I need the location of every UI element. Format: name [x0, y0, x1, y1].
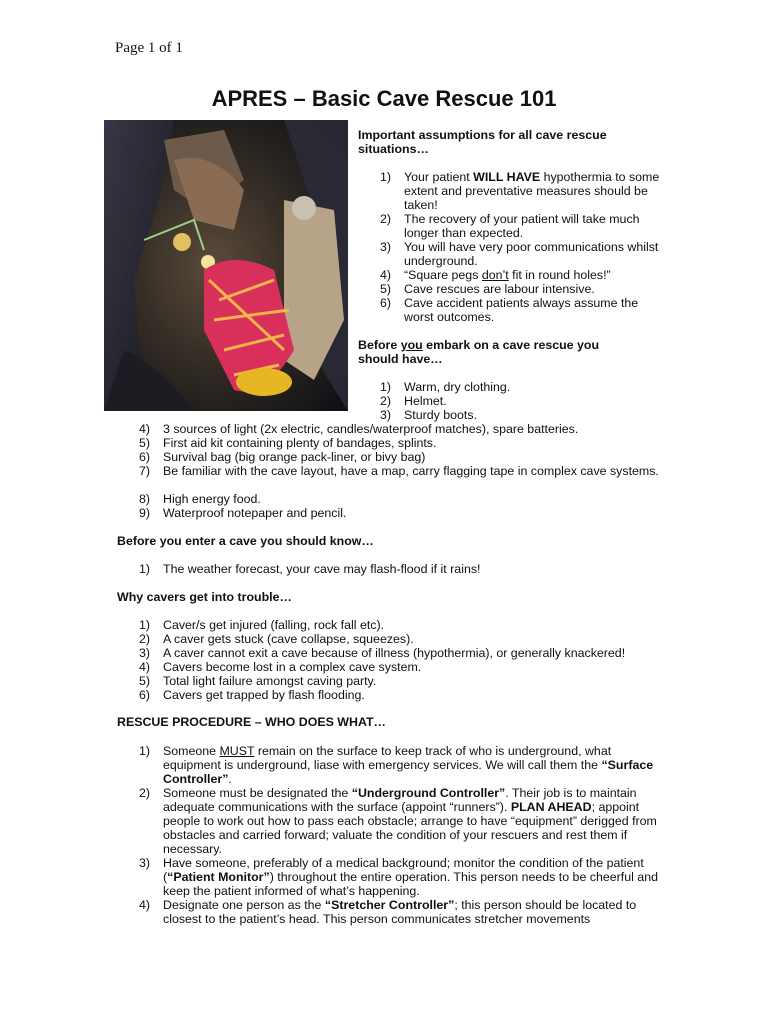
list-item-text: High energy food.	[163, 492, 261, 506]
list-item-text: Survival bag (big orange pack-liner, or bivy bag)	[163, 450, 426, 464]
procedure-heading: RESCUE PROCEDURE – WHO DOES WHAT…	[117, 715, 386, 729]
list-item-number: 4)	[139, 898, 151, 912]
list-item-number: 9)	[139, 506, 151, 520]
list-item-number: 1)	[139, 744, 151, 758]
list-item-text: Caver/s get injured (falling, rock fall etc).	[163, 618, 385, 632]
list-item-text: Have someone, preferably of a medical background; monitor the condition of the patient (“Patient Monitor”) throughout the entire operation. This person needs to be cheerful and keep the patient informed of what’s happening.	[163, 856, 658, 898]
list-item-text: Someone must be designated the “Underground Controller”. Their job is to maintain adequate communications with the surface (appoint “runners”). PLAN AHEAD; appoint people to work out how to pass each obstacle; arrange to have “equipment” derigged from obstacles and carried forward; valuate the condition of your rescuers and rest them if necessary.	[163, 786, 657, 856]
list-item-text: Sturdy boots.	[404, 408, 478, 422]
list-item-number: 5)	[139, 436, 151, 450]
list-item-number: 5)	[139, 674, 151, 688]
list-item-number: 6)	[139, 688, 151, 702]
list-item-number: 2)	[139, 632, 151, 646]
document-title: APRES – Basic Cave Rescue 101	[211, 86, 557, 111]
list-item-text: Cavers get trapped by flash flooding.	[163, 688, 365, 702]
cave-rescue-photo	[104, 120, 348, 411]
list-item-number: 4)	[139, 422, 151, 436]
list-item-text: Helmet.	[404, 394, 447, 408]
list-item-text: A caver cannot exit a cave because of illness (hypothermia), or generally knackered!	[163, 646, 626, 660]
list-item-text: Cavers become lost in a complex cave system.	[163, 660, 422, 674]
list-item-text: First aid kit containing plenty of bandages, splints.	[163, 436, 437, 450]
list-item-text: 3 sources of light (2x electric, candles/waterproof matches), spare batteries.	[163, 422, 579, 436]
list-item-number: 1)	[380, 380, 392, 394]
list-item-number: 1)	[139, 562, 151, 576]
list-item-text: Total light failure amongst caving party.	[163, 674, 377, 688]
list-item-text: A caver gets stuck (cave collapse, squeezes).	[163, 632, 414, 646]
before-embark-heading: Before you embark on a cave rescue you should have…	[358, 338, 600, 366]
list-item-number: 6)	[380, 296, 392, 310]
before-enter-heading: Before you enter a cave you should know…	[117, 534, 374, 548]
list-item-number: 6)	[139, 450, 151, 464]
list-item-number: 1)	[139, 618, 151, 632]
list-item-text: The weather forecast, your cave may flash-flood if it rains!	[163, 562, 481, 576]
list-item-text: Cave rescues are labour intensive.	[404, 282, 595, 296]
list-item-number: 8)	[139, 492, 151, 506]
list-item-text: You will have very poor communications whilst underground.	[404, 240, 659, 268]
list-item-number: 4)	[380, 268, 392, 282]
list-item-text: Your patient WILL HAVE hypothermia to some extent and preventative measures should be taken!	[404, 170, 660, 212]
list-item-number: 7)	[139, 464, 151, 478]
list-item-number: 2)	[380, 212, 392, 226]
list-item-number: 1)	[380, 170, 392, 184]
list-item-number: 3)	[139, 856, 151, 870]
list-item-number: 4)	[139, 660, 151, 674]
list-item-text: “Square pegs don’t fit in round holes!”	[404, 268, 611, 282]
list-item-text: Be familiar with the cave layout, have a map, carry flagging tape in complex cave systems.	[163, 464, 659, 478]
why-trouble-heading: Why cavers get into trouble…	[117, 590, 292, 604]
page-number-label: Page 1 of 1	[115, 40, 183, 56]
list-item-text: Someone MUST remain on the surface to keep track of who is underground, what equipment is underground, liase with emergency services. We will call them the “Surface Controller”.	[163, 744, 654, 786]
list-item-number: 3)	[139, 646, 151, 660]
list-item-number: 3)	[380, 240, 392, 254]
list-item-text: Cave accident patients always assume the worst outcomes.	[404, 296, 639, 324]
list-item-text: Waterproof notepaper and pencil.	[163, 506, 347, 520]
list-item-number: 5)	[380, 282, 392, 296]
list-item-text: Warm, dry clothing.	[404, 380, 511, 394]
assumptions-heading: Important assumptions for all cave rescue situations…	[358, 128, 607, 156]
list-item-number: 3)	[380, 408, 392, 422]
list-item-text: The recovery of your patient will take much longer than expected.	[404, 212, 640, 240]
list-item-number: 2)	[139, 786, 151, 800]
list-item-number: 2)	[380, 394, 392, 408]
list-item-text: Designate one person as the “Stretcher Controller”; this person should be located to closest to the patient’s head. This person communicates stretcher movements	[163, 898, 637, 926]
